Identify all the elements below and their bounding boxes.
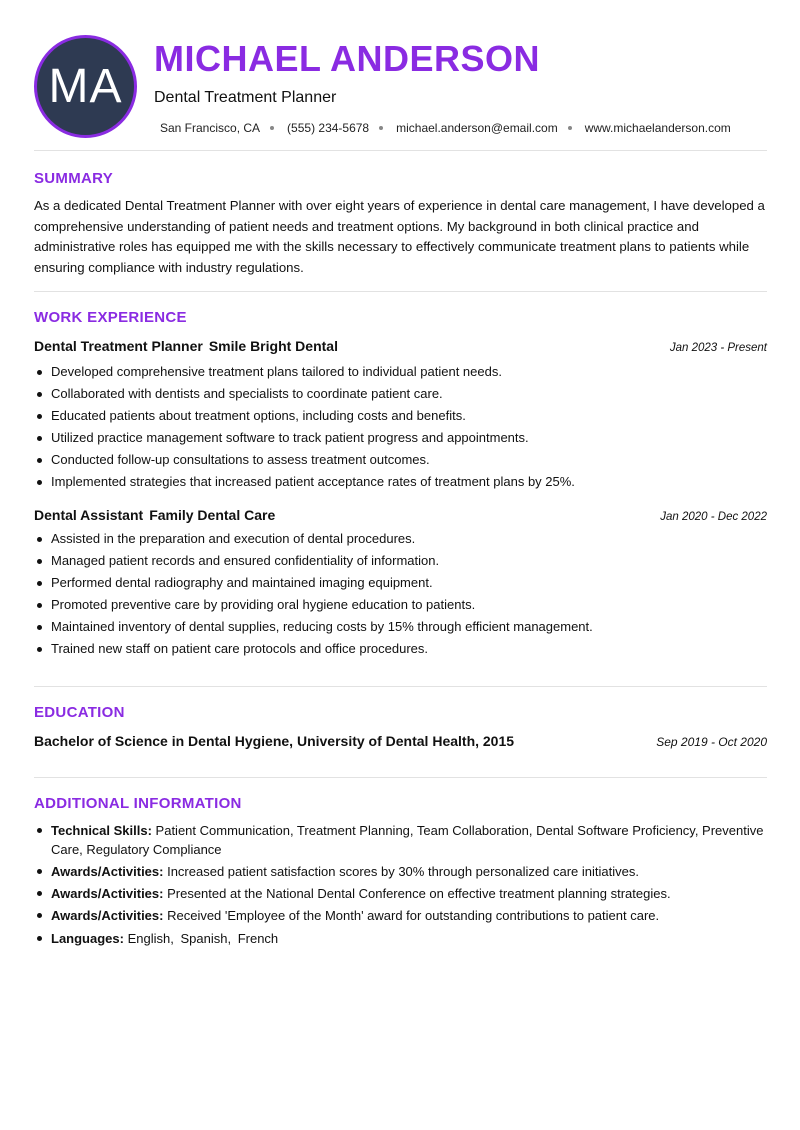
language: Spanish,: [180, 931, 232, 946]
separator-dot: [379, 126, 383, 130]
job-bullet-list: [34, 361, 767, 493]
contact-email[interactable]: michael.anderson@email.com: [396, 121, 558, 135]
job-company: Smile Bright Dental: [208, 338, 338, 354]
education-degree: Bachelor of Science in Dental Hygiene, University of Dental Health, 2015: [34, 733, 515, 749]
list-item: Collaborated with dentists and specialists to coordinate patient care.: [34, 383, 767, 405]
list-item: Maintained inventory of dental supplies, reducing costs by 15% through efficient management.: [34, 616, 767, 638]
list-item: Educated patients about treatment options, including costs and benefits.: [34, 405, 767, 427]
education-heading: EDUCATION: [34, 704, 125, 721]
contact-location: San Francisco, CA: [160, 121, 261, 135]
additional-info-list: [34, 821, 767, 951]
work-experience-heading: WORK EXPERIENCE: [34, 309, 187, 326]
job-title-line: [34, 338, 338, 354]
language: English,: [127, 931, 174, 946]
job-dates: Jan 2020 - Dec 2022: [660, 511, 767, 523]
section-divider: [34, 686, 767, 687]
languages-label: Languages:: [51, 931, 124, 946]
section-divider: [34, 777, 767, 778]
avatar-initials: MA: [48, 60, 123, 113]
list-item: Implemented strategies that increased patient acceptance rates of treatment plans by 25%.: [34, 471, 767, 493]
languages-item: [34, 929, 767, 948]
contact-website[interactable]: www.michaelanderson.com: [584, 121, 731, 135]
info-label: Awards/Activities:: [51, 908, 164, 923]
list-item: Utilized practice management software to track patient progress and appointments.: [34, 427, 767, 449]
list-item: Performed dental radiography and maintained imaging equipment.: [34, 572, 767, 594]
job-header: [34, 507, 767, 523]
separator-dot: [568, 126, 572, 130]
info-label: Awards/Activities:: [51, 864, 164, 879]
contact-phone[interactable]: (555) 234-5678: [287, 121, 370, 135]
summary-text: As a dedicated Dental Treatment Planner with over eight years of experience in dental care management, I have developed a comprehensive understanding of patient needs and treatment options. My background in both clinical practice and administrative roles has equipped me with the skills necessary to effectively communicate treatment plans to patients while ensuring compliance with industry regulations.: [34, 198, 765, 275]
info-text: Increased patient satisfaction scores by 30% through personalized care initiatives.: [167, 864, 639, 879]
job-bullet-list: [34, 528, 767, 660]
info-text: Received 'Employee of the Month' award for outstanding contributions to patient care.: [167, 908, 660, 923]
list-item: Managed patient records and ensured confidentiality of information.: [34, 550, 767, 572]
job-dates: Jan 2023 - Present: [669, 342, 767, 354]
list-item: Trained new staff on patient care protocols and office procedures.: [34, 638, 767, 660]
info-label: Technical Skills:: [51, 823, 152, 838]
contact-bar: [160, 121, 731, 135]
list-item: [34, 862, 767, 881]
candidate-name: MICHAEL ANDERSON: [154, 38, 541, 79]
list-item: Assisted in the preparation and execution of dental procedures.: [34, 528, 767, 550]
summary-heading: SUMMARY: [34, 170, 114, 187]
list-item: [34, 821, 767, 859]
info-text: Patient Communication, Treatment Planning, Team Collaboration, Dental Software Proficiency, Preventive Care, Regulatory Compliance: [51, 823, 764, 857]
info-label: Awards/Activities:: [51, 886, 164, 901]
language: French: [237, 931, 279, 946]
info-text: Presented at the National Dental Conference on effective treatment planning strategies.: [167, 886, 671, 901]
job-header: [34, 338, 767, 354]
list-item: Developed comprehensive treatment plans tailored to individual patient needs.: [34, 361, 767, 383]
job-title: Dental Assistant: [34, 507, 144, 523]
education-dates: Sep 2019 - Oct 2020: [656, 735, 767, 749]
list-item: [34, 906, 767, 925]
job-company: Family Dental Care: [149, 507, 276, 523]
candidate-title: Dental Treatment Planner: [154, 89, 337, 106]
additional-info-heading: ADDITIONAL INFORMATION: [34, 795, 242, 812]
section-divider: [34, 291, 767, 292]
avatar: [34, 35, 137, 138]
list-item: [34, 884, 767, 903]
separator-dot: [270, 126, 274, 130]
list-item: Promoted preventive care by providing oral hygiene education to patients.: [34, 594, 767, 616]
education-entry: [34, 733, 767, 749]
list-item: Conducted follow-up consultations to assess treatment outcomes.: [34, 449, 767, 471]
job-title-line: [34, 507, 275, 523]
section-divider: [34, 150, 767, 151]
job-title: Dental Treatment Planner: [34, 338, 203, 354]
